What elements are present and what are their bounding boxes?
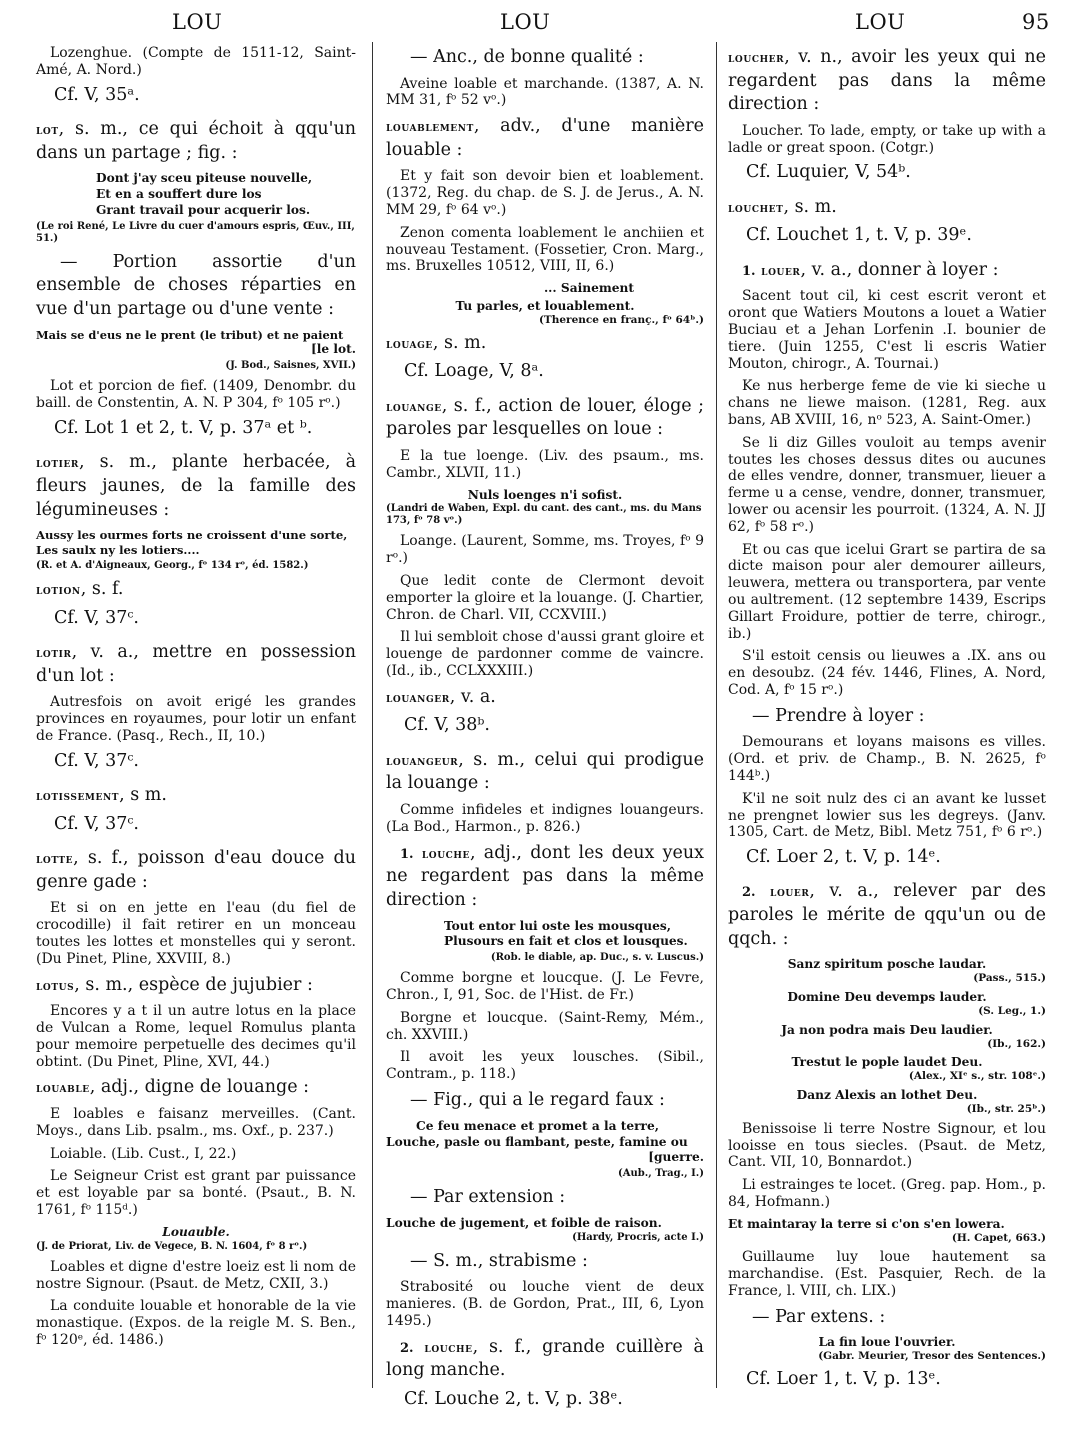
running-head-left: LOU — [172, 10, 223, 34]
entry-heading — [386, 686, 704, 710]
headword: lotissement — [36, 789, 120, 805]
entry-louer-1 — [728, 259, 1046, 869]
headword: louche — [424, 1340, 473, 1356]
citation: La conduite louable et honorable de la vie monastique. (Expos. de la reigle M. S. Ben., fᵒ 120ᵉ, éd. 1486.) — [36, 1298, 356, 1348]
verse-line: Tout entor lui oste les mousques, — [444, 918, 672, 933]
headword: louche — [421, 846, 470, 862]
headword: louable — [36, 1081, 90, 1097]
verse-source: (R. et A. d'Aigneaux, Georg., fᵒ 134 rᵒ, éd. 1582.) — [36, 560, 309, 572]
entry-lotus — [36, 974, 356, 1071]
entry-lotte — [36, 847, 356, 967]
verse-source: (S. Leg., 1.) — [978, 1004, 1046, 1017]
sense: — Fig., qui a le regard faux : — [410, 1090, 665, 1111]
cross-reference: Cf. V, 37ᶜ. — [54, 750, 139, 771]
verse-line: Sanz spiritum posche laudar. — [787, 957, 987, 972]
entry-loucher — [728, 46, 1046, 184]
verse-line: Trestut le pople laudet Deu. — [791, 1055, 983, 1070]
definition: , s. m., plante herbacée, à fleurs jaunes, de la famille des légumineuses : — [36, 452, 356, 520]
cross-reference: Cf. Lot 1 et 2, t. V, p. 37ᵃ et ᵇ. — [54, 417, 313, 438]
verse-line: Louauble. — [162, 1224, 230, 1239]
verse-line: Grant travail pour acquerir los. — [96, 202, 311, 217]
entry-heading — [728, 196, 1046, 220]
verse-line: [le lot. — [310, 342, 356, 357]
verse-quote — [444, 919, 704, 951]
definition: , s. m., espèce de jujubier : — [74, 974, 313, 995]
headword: lot — [36, 122, 59, 138]
citation: Sacent tout cil, ki cest escrit veront et oront que Watiers Moutons a louet a Watier Buciau et a Jehan Lorfenin .I. bounier de tiere. (Juin 1255, C'est li escris Watier Mouton, chirogr., A. Tournai.) — [728, 288, 1046, 372]
verse-source: (Gabr. Meurier, Tresor des Sentences.) — [818, 1350, 1046, 1363]
verse-quote — [96, 171, 356, 219]
headword: louangeur — [386, 753, 459, 769]
citation: Li estrainges te locet. (Greg. pap. Hom., p. 84, Hofmann.) — [728, 1177, 1046, 1210]
definition: , v. a., donner à loyer : — [800, 259, 999, 280]
sense: — Par extension : — [410, 1187, 566, 1208]
headword: louage — [386, 336, 433, 352]
cross-reference: Cf. V, 35ᵃ. — [54, 84, 140, 105]
citation: E loables e faisanz merveilles. (Cant. Moys., dans Lib. psalm., ms. Oxf., p. 237.) — [36, 1106, 356, 1139]
verse-quote — [36, 328, 356, 359]
entry-louer-2 — [728, 880, 1046, 1390]
verse-line: ... Sainement — [543, 281, 634, 296]
citation: K'il ne soit nulz des ci an avant ke lusset ne prengnet lowier sus les degreys. (Janv. 1305, Cart. de Metz, Bibl. Metz 751, fᵒ 6 rᵒ.) — [728, 790, 1046, 841]
column-1 — [36, 42, 356, 1355]
definition: , adv., d'une manière louable : — [386, 116, 704, 160]
citation: Benissoise li terre Nostre Signour, et lou looisse en tous siecles. (Psaut. de Metz, Cant. VII, 10, Bonnardot.) — [728, 1120, 1046, 1171]
entry-heading — [36, 784, 356, 808]
verse-line: Et en a souffert dure los — [96, 187, 262, 202]
cross-reference: Cf. Luquier, V, 54ᵇ. — [746, 162, 911, 183]
headword: louchet — [728, 200, 784, 216]
definition: , s. m. — [432, 332, 487, 353]
citation: Encores y a t il un autre lotus en la place de Vulcan a Rome, lequel Romulus planta pour memoire perpetuelle des decimes qu'il obtint. (Du Pinet, Pline, XVI, 44.) — [36, 1003, 356, 1070]
sense: — Anc., de bonne qualité : — [410, 47, 644, 67]
definition: , s. m. — [783, 196, 837, 217]
verse-source: (Ib., 162.) — [987, 1037, 1046, 1050]
entry-louablement — [386, 115, 704, 327]
headword: lotion — [36, 583, 81, 599]
definition: , s. m., celui qui prodigue la louange : — [386, 749, 704, 794]
verse-line: Danz Alexis an lothet Deu. — [796, 1088, 978, 1103]
citation: Loables et digne d'estre loeiz est li nom de nostre Signour. (Psaut. de Metz, CXII, 3.) — [36, 1258, 356, 1292]
verse-line: Plusours en fait et clos et lousques. — [444, 934, 688, 949]
definition: , s. f., action de louer, éloge ; paroles par lesquelles on loue : — [386, 395, 704, 440]
sense: — Prendre à loyer : — [752, 705, 925, 726]
entry-heading — [728, 880, 1046, 951]
entry-heading — [36, 974, 356, 998]
verse-line: La fin loue l'ouvrier. — [818, 1335, 956, 1350]
verse-source: (Rob. le diable, ap. Duc., s. v. Luscus.) — [490, 952, 704, 964]
entry-louche-2 — [386, 1336, 704, 1411]
verse-quote — [36, 528, 356, 558]
headword: lotier — [36, 456, 80, 472]
entry-heading — [36, 578, 356, 602]
entry-heading — [386, 115, 704, 162]
definition: , adj., dont les deux yeux ne regardent pas dans la même direction : — [386, 842, 704, 910]
verse-line: Tu parles, et louablement. — [455, 299, 635, 314]
entry-lotir — [36, 641, 356, 772]
entry-lotion — [36, 578, 356, 629]
entry-louable — [36, 1076, 356, 1348]
citation: Comme infideles et indignes louangeurs. (La Bod., Harmon., p. 826.) — [386, 802, 704, 835]
definition: , s. f., poisson d'eau douce du genre gade : — [36, 848, 356, 892]
entry-heading — [728, 46, 1046, 117]
definition: , s. m., ce qui échoit à qqu'un dans un partage ; fig. : — [36, 118, 356, 163]
citation: E la tue loenge. (Liv. des psaum., ms. Cambr., XLVII, 11.) — [386, 448, 704, 481]
verse-source: (Pass., 515.) — [973, 972, 1046, 985]
column-rule-left — [372, 42, 373, 1388]
entry-heading — [36, 641, 356, 688]
entry-heading — [386, 332, 704, 356]
cross-reference: Cf. Loage, V, 8ᵃ. — [404, 361, 544, 382]
verse-source: (J. de Priorat, Liv. de Vegece, B. N. 1604, fᵒ 8 rᵒ.) — [36, 1240, 308, 1252]
cross-reference: Cf. V, 38ᵇ. — [404, 715, 490, 736]
entry-louchet — [728, 196, 1046, 247]
verse-source: (Alex., XIᵉ s., str. 108ᵉ.) — [908, 1070, 1046, 1083]
entry-heading — [36, 847, 356, 894]
running-head-right: LOU — [855, 10, 906, 34]
citation: Lozenghue. (Compte de 1511-12, Saint-Amé, A. Nord.) — [36, 45, 356, 78]
citation: Zenon comenta loablement le anchiien et nouveau Testament. (Fossetier, Cron. Marg., ms. Bruxelles 10512, VIII, II, 6.) — [386, 224, 704, 275]
verse-source: (Le roi René, Le Livre du cuer d'amours espris, Œuv., III, 51.) — [36, 220, 355, 244]
definition: , s. f., grande cuillère à long manche. — [386, 1336, 704, 1381]
entry-louanger — [386, 686, 704, 737]
citation: Et y fait son devoir bien et loablement. (1372, Reg. du chap. de S. J. de Jerus., A. N. MM 29, fᵒ 64 vᵒ.) — [386, 168, 704, 219]
headword: louablement — [386, 120, 474, 136]
citation: Se li diz Gilles vouloit au temps avenir toutes les choses dessus dites ou aucunes de elles vendre, donner, transmuer, lieuer a ferme u a cense, vendre, donner, transmuer, lower ou acensir les pourroit. (1324, A. N. JJ 62, fᵒ 58 rᵒ.) — [728, 434, 1046, 535]
definition: , s. f. — [80, 579, 124, 600]
entry-heading — [728, 259, 1046, 283]
verse-source: (H. Capet, 663.) — [951, 1231, 1046, 1244]
entry-number: 2. — [400, 1340, 414, 1356]
verse-line: Louche, pasle ou flambant, peste, famine ou — [386, 1134, 688, 1149]
verse-source: (Hardy, Procris, acte I.) — [572, 1231, 704, 1243]
page-header — [0, 10, 1078, 40]
headword: loucher — [728, 51, 785, 66]
column-rule-right — [716, 42, 717, 1388]
citation: Comme borgne et loucque. (J. Le Fevre, Chron., I, 91, Soc. de l'Hist. de Fr.) — [386, 970, 704, 1004]
verse-line: Mais se d'eus ne le prent (le tribut) et ne paient — [36, 327, 344, 342]
citation: Guillaume luy loue hautement sa marchandise. (Est. Pasquier, Rech. de la France, l. VIII, ch. LIX.) — [728, 1249, 1046, 1299]
entry-lotier — [36, 451, 356, 572]
entry-louangeur — [386, 749, 704, 836]
entry-heading — [36, 451, 356, 522]
definition: , s m. — [119, 785, 167, 806]
cross-reference: Cf. V, 37ᶜ. — [54, 607, 139, 628]
definition: , v. a., mettre en possession d'un lot : — [36, 642, 356, 686]
headword: louer — [770, 885, 810, 901]
sense: — S. m., strabisme : — [410, 1250, 588, 1271]
entry-number: 2. — [742, 885, 756, 901]
cross-reference: Cf. Louche 2, t. V, p. 38ᵉ. — [404, 1389, 623, 1410]
headword: lotus — [36, 978, 75, 994]
cross-reference: Cf. V, 37ᶜ. — [54, 813, 139, 834]
citation: Ke nus herberge feme de vie ki sieche u chans ne liewe maison. (1281, Reg. aux bans, AB XVIII, 16, nᵒ 523, A. Saint-Omer.) — [728, 378, 1046, 428]
verse-line: Louche de jugement, et foible de raison. — [386, 1215, 662, 1230]
headword: lotte — [36, 852, 74, 868]
citation: Strabosité ou louche vient de deux manieres. (B. de Gordon, Prat., III, 6, Lyon 1495.) — [386, 1279, 704, 1329]
definition: , v. n., avoir les yeux qui ne regardent pas dans la même direction : — [728, 47, 1046, 115]
citation: Lot et porcion de fief. (1409, Denombr. du baill. de Constentin, A. N. P 304, fᵒ 105 rᵒ.) — [36, 378, 356, 412]
verse-source: (J. Bod., Saisnes, XVII.) — [225, 360, 356, 372]
headword: louange — [386, 399, 442, 415]
headword: lotir — [36, 646, 72, 662]
entry-louange — [386, 395, 704, 680]
page-number: 95 — [1022, 10, 1050, 34]
verse-line: Les saulx ny les lotiers.... — [36, 543, 200, 558]
citation: Borgne et loucque. (Saint-Remy, Mém., ch. XXVIII.) — [386, 1009, 704, 1043]
entry-number: 1. — [742, 263, 756, 279]
verse-line: Dont j'ay sceu piteuse nouvelle, — [96, 171, 313, 186]
headword: louanger — [386, 690, 450, 706]
verse-source: (Therence en franç., fᵒ 64ᵇ.) — [538, 314, 704, 326]
citation: Loucher. To lade, empty, or take up with a ladle or great spoon. (Cotgr.) — [728, 122, 1046, 156]
column-2 — [386, 42, 704, 1422]
citation: Aveine loable et marchande. (1387, A. N. MM 31, fᵒ 52 vᵒ.) — [386, 75, 704, 109]
definition: , v. a. — [449, 686, 496, 707]
verse-line: Ja non podra mais Deu laudier. — [781, 1022, 993, 1037]
running-head-center: LOU — [500, 10, 551, 34]
entry-heading — [36, 118, 356, 165]
citation: Loange. (Laurent, Somme, ms. Troyes, fᵒ 9 rᵒ.) — [386, 533, 704, 567]
citation: Demourans et loyans maisons es villes. (Ord. et priv. de Champ., B. N. 2625, fᵒ 144ᵇ.) — [728, 734, 1046, 784]
entry-number: 1. — [400, 846, 414, 862]
verse-line: Domine Deu devemps lauder. — [787, 990, 987, 1005]
verse-line: Nuls loenges n'i sofist. — [467, 487, 623, 502]
sense: — Par extens. : — [752, 1306, 886, 1327]
cross-reference: Cf. Louchet 1, t. V, p. 39ᵉ. — [746, 225, 972, 246]
citation: Et si on en jette en l'eau (du fiel de crocodille) il fait retirer en un monceau toutes les lottes et monstelles qui y seront. (Du Pinet, Pline, XXVIII, 8.) — [36, 900, 356, 967]
entry-heading — [386, 749, 704, 796]
verse-line: Aussy les ourmes forts ne croissent d'une sorte, — [36, 528, 348, 543]
verse-source: (Aub., Trag., I.) — [618, 1168, 704, 1180]
citation: Loiable. (Lib. Cust., I, 22.) — [50, 1145, 237, 1162]
entry-heading — [386, 1336, 704, 1383]
entry-heading — [36, 1076, 356, 1100]
verse-line: Ce feu menace et promet a la terre, — [416, 1118, 659, 1133]
citation: Il avoit les yeux lousches. (Sibil., Contram., p. 118.) — [386, 1049, 704, 1083]
entry-lot — [36, 118, 356, 439]
citation: Le Seigneur Crist est grant par puissance et est loyable par sa bonté. (Psaut., B. N. 1761, fᵒ 115ᵈ.) — [36, 1168, 356, 1219]
column-3 — [728, 42, 1046, 1402]
verse-source: (Ib., str. 25ᵇ.) — [966, 1102, 1046, 1115]
cross-reference: Cf. Loer 1, t. V, p. 13ᵉ. — [746, 1369, 941, 1390]
entry-lotissement — [36, 784, 356, 835]
citation: Il lui sembloit chose d'aussi grant gloire et louenge de pardonner comme de vaincre. (Id., ib., CCLXXXIII.) — [386, 629, 704, 680]
verse-line: Et maintaray la terre si c'on s'en lowera. — [728, 1216, 1005, 1231]
verse-line: [guerre. — [648, 1150, 704, 1165]
citation: S'il estoit censis ou lieuwes a .IX. ans ou en desoubz. (24 fév. 1446, Flines, A. Nord, Cod. A, fᵒ 15 rᵒ.) — [728, 648, 1046, 698]
citation: Autresfois on avoit erigé les grandes provinces en royaumes, pour lotir un enfant de France. (Pasq., Rech., II, 10.) — [36, 694, 356, 745]
verse-source: (Landri de Waben, Expl. du cant. des cant., ms. du Mans 173, fᵒ 78 vᵒ.) — [386, 503, 702, 527]
cross-reference: Cf. Loer 2, t. V, p. 14ᵉ. — [746, 847, 941, 868]
entry-heading — [386, 842, 704, 913]
citation: Que ledit conte de Clermont devoit emporter la gloire et la louange. (J. Chartier, Chron. de Charl. VII, CCXVIII.) — [386, 573, 704, 623]
definition: , v. a., relever par des paroles le mérite de qqu'un ou de qqch. : — [728, 881, 1046, 949]
definition: , adj., digne de louange : — [89, 1077, 310, 1098]
headword: louer — [761, 263, 801, 279]
entry-louage — [386, 332, 704, 383]
citation: Et ou cas que icelui Grart se partira de sa dicte maison pour aler demourer ailleurs, leuwera, mettera ou transportera, par vente ou aultrement. (12 septembre 1439, Escrips Gillart Froidure, pottier de terre, chirogr., ib.) — [728, 541, 1046, 642]
entry-heading — [386, 395, 704, 442]
entry-louche-1 — [386, 842, 704, 1330]
verse-quote — [386, 1118, 704, 1167]
sense: — Portion assortie d'un ensemble de choses réparties en vue d'un partage ou d'une vente : — [36, 251, 356, 320]
